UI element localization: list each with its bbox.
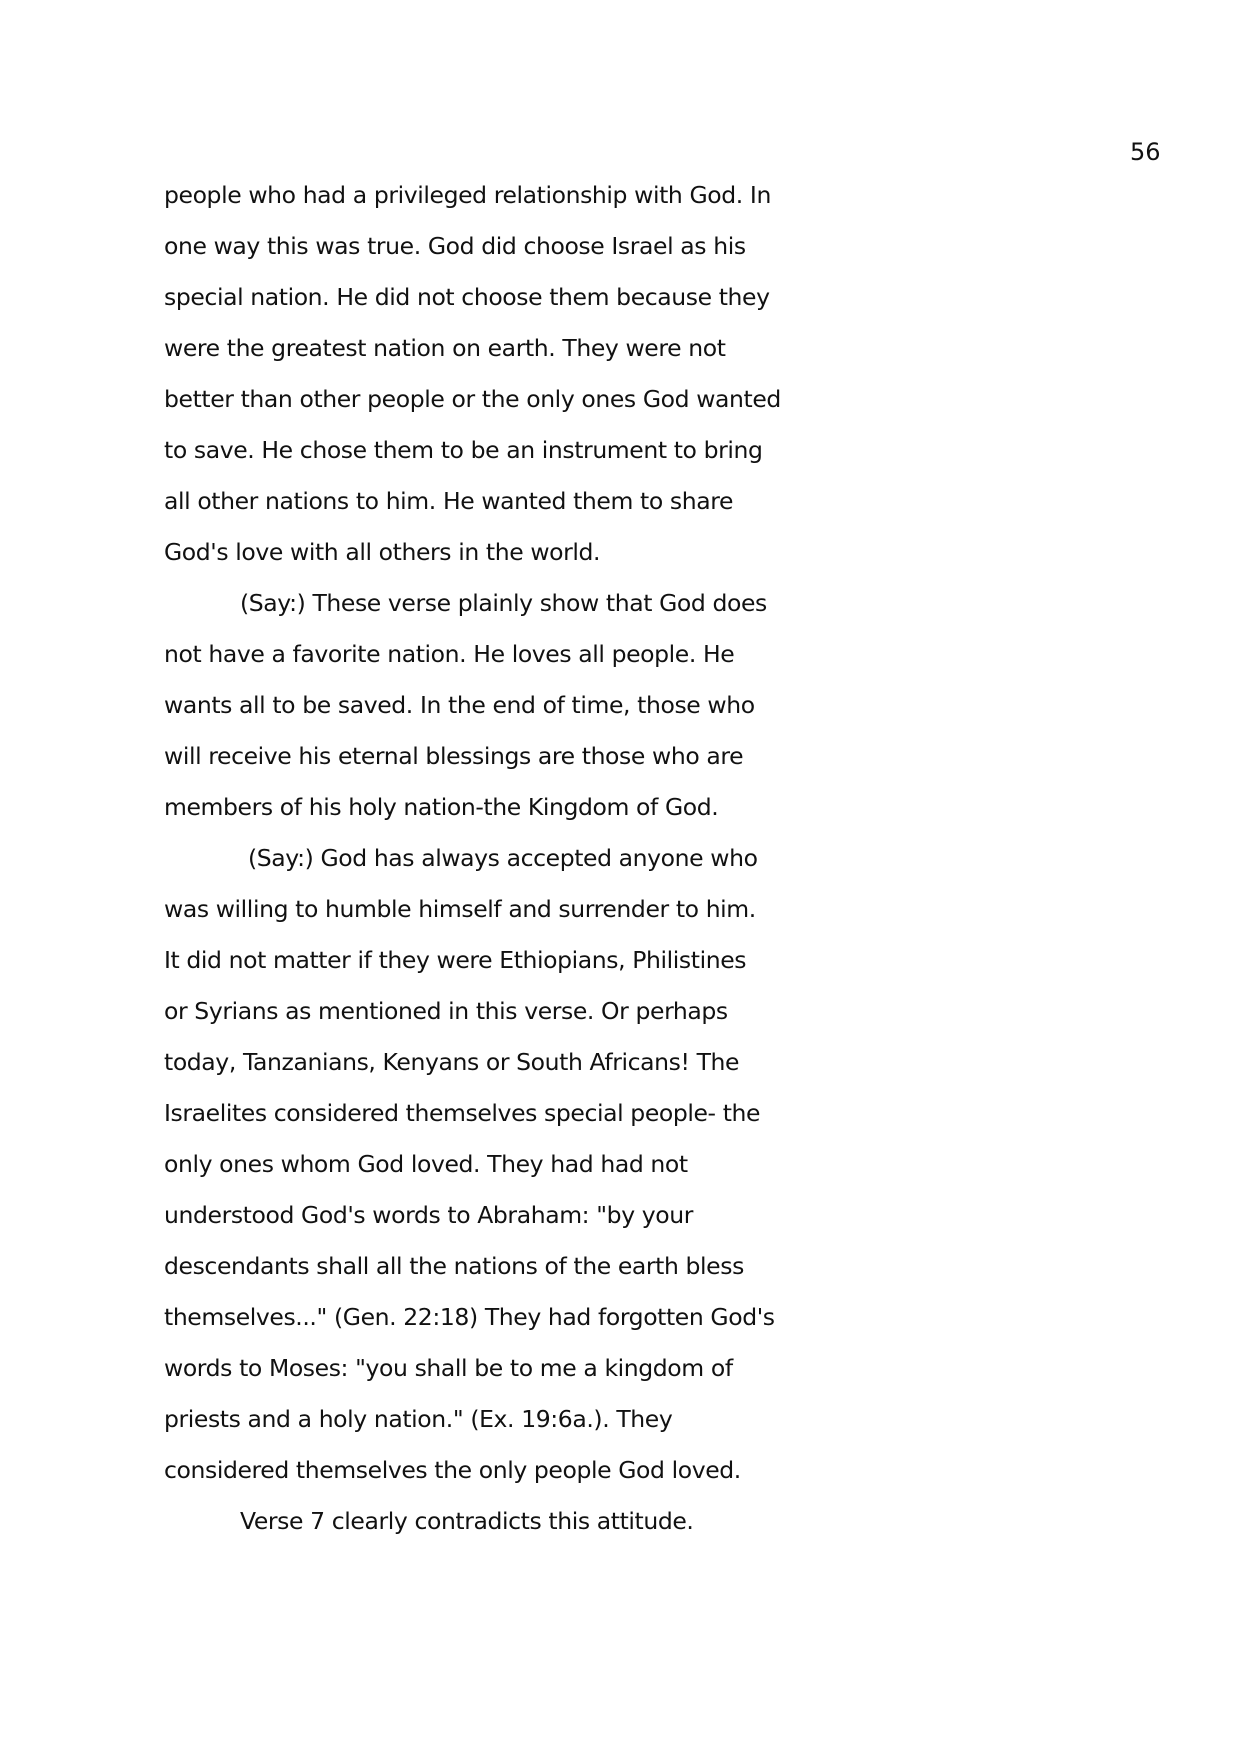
text-line: were the greatest nation on earth. They were not bbox=[164, 334, 726, 362]
text-line: understood God's words to Abraham: "by your bbox=[164, 1201, 694, 1229]
text-line: (Say:) These verse plainly show that God does bbox=[240, 589, 767, 617]
body-text bbox=[164, 170, 804, 1547]
paragraph-1 bbox=[164, 170, 804, 578]
paragraph-2 bbox=[164, 578, 804, 833]
text-line: to save. He chose them to be an instrument to bring bbox=[164, 436, 763, 464]
text-line: themselves..." (Gen. 22:18) They had forgotten God's bbox=[164, 1303, 775, 1331]
text-line: special nation. He did not choose them because they bbox=[164, 283, 770, 311]
text-line: was willing to humble himself and surrender to him. bbox=[164, 895, 756, 923]
paragraph-4 bbox=[164, 1496, 804, 1547]
text-line: It did not matter if they were Ethiopians, Philistines bbox=[164, 946, 747, 974]
text-line: words to Moses: "you shall be to me a kingdom of bbox=[164, 1354, 733, 1382]
text-line: descendants shall all the nations of the earth bless bbox=[164, 1252, 744, 1280]
text-line: members of his holy nation-the Kingdom of God. bbox=[164, 793, 719, 821]
text-line: only ones whom God loved. They had had not bbox=[164, 1150, 688, 1178]
paragraph-3 bbox=[164, 833, 804, 1496]
text-line: will receive his eternal blessings are those who are bbox=[164, 742, 744, 770]
page-number: 56 bbox=[1130, 138, 1161, 166]
text-line: today, Tanzanians, Kenyans or South Africans! The bbox=[164, 1048, 740, 1076]
text-line: not have a favorite nation. He loves all people. He bbox=[164, 640, 735, 668]
text-line: (Say:) God has always accepted anyone who bbox=[248, 844, 758, 872]
text-line: God's love with all others in the world. bbox=[164, 538, 601, 566]
text-line: Israelites considered themselves special people- the bbox=[164, 1099, 761, 1127]
text-line: considered themselves the only people God loved. bbox=[164, 1456, 741, 1484]
text-line: Verse 7 clearly contradicts this attitude. bbox=[240, 1507, 694, 1535]
text-line: people who had a privileged relationship with God. In bbox=[164, 181, 771, 209]
text-line: better than other people or the only ones God wanted bbox=[164, 385, 781, 413]
text-line: one way this was true. God did choose Israel as his bbox=[164, 232, 746, 260]
text-line: wants all to be saved. In the end of time, those who bbox=[164, 691, 755, 719]
text-line: or Syrians as mentioned in this verse. Or perhaps bbox=[164, 997, 728, 1025]
text-line: priests and a holy nation." (Ex. 19:6a.). They bbox=[164, 1405, 673, 1433]
text-line: all other nations to him. He wanted them to share bbox=[164, 487, 734, 515]
